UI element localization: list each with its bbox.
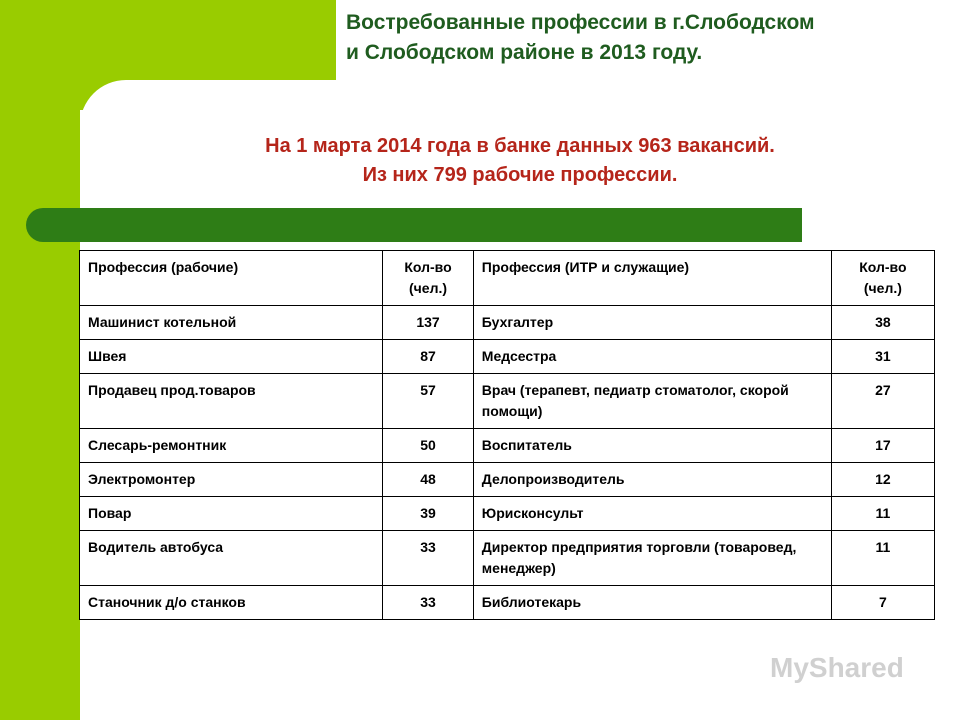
office-count-cell: 27 bbox=[831, 374, 934, 429]
office-profession-cell: Врач (терапевт, педиатр стоматолог, скорой помощи) bbox=[473, 374, 831, 429]
office-profession-cell: Медсестра bbox=[473, 340, 831, 374]
office-count-cell: 11 bbox=[831, 531, 934, 586]
worker-count-cell: 137 bbox=[383, 306, 474, 340]
divider-bar bbox=[26, 208, 802, 242]
table-row bbox=[80, 374, 935, 429]
table-header-row bbox=[80, 251, 935, 306]
slide-subtitle-line-1: На 1 марта 2014 года в банке данных 963 вакансий. bbox=[265, 135, 775, 157]
office-profession-cell: Делопроизводитель bbox=[473, 463, 831, 497]
worker-count-cell: 87 bbox=[383, 340, 474, 374]
header-worker-count: Кол-во (чел.) bbox=[383, 251, 474, 306]
office-profession-cell: Юрисконсульт bbox=[473, 497, 831, 531]
worker-count-cell: 39 bbox=[383, 497, 474, 531]
worker-count-cell: 33 bbox=[383, 586, 474, 620]
office-profession-cell: Библиотекарь bbox=[473, 586, 831, 620]
professions-table bbox=[79, 250, 935, 620]
table-row bbox=[80, 463, 935, 497]
slide-title bbox=[346, 8, 815, 68]
worker-count-cell: 48 bbox=[383, 463, 474, 497]
table-row bbox=[80, 586, 935, 620]
office-count-cell: 11 bbox=[831, 497, 934, 531]
office-count-cell: 38 bbox=[831, 306, 934, 340]
worker-profession-cell: Швея bbox=[80, 340, 383, 374]
header-office-count: Кол-во (чел.) bbox=[831, 251, 934, 306]
office-count-cell: 17 bbox=[831, 429, 934, 463]
worker-profession-cell: Повар bbox=[80, 497, 383, 531]
worker-profession-cell: Электромонтер bbox=[80, 463, 383, 497]
worker-profession-cell: Продавец прод.товаров bbox=[80, 374, 383, 429]
worker-profession-cell: Водитель автобуса bbox=[80, 531, 383, 586]
worker-profession-cell: Станочник д/о станков bbox=[80, 586, 383, 620]
office-count-cell: 7 bbox=[831, 586, 934, 620]
worker-count-cell: 50 bbox=[383, 429, 474, 463]
office-profession-cell: Директор предприятия торговли (товаровед, менеджер) bbox=[473, 531, 831, 586]
office-count-cell: 31 bbox=[831, 340, 934, 374]
table-row bbox=[80, 497, 935, 531]
slide-subtitle-line-2: Из них 799 рабочие профессии. bbox=[362, 164, 678, 186]
table-row bbox=[80, 306, 935, 340]
table-row bbox=[80, 531, 935, 586]
worker-count-cell: 33 bbox=[383, 531, 474, 586]
office-profession-cell: Воспитатель bbox=[473, 429, 831, 463]
table-row bbox=[80, 340, 935, 374]
worker-profession-cell: Машинист котельной bbox=[80, 306, 383, 340]
worker-profession-cell: Слесарь-ремонтник bbox=[80, 429, 383, 463]
office-count-cell: 12 bbox=[831, 463, 934, 497]
header-worker-profession: Профессия (рабочие) bbox=[80, 251, 383, 306]
watermark-logo: MyShared bbox=[770, 652, 904, 683]
table-row bbox=[80, 429, 935, 463]
slide-title-line-1: Востребованные профессии в г.Слободском bbox=[346, 11, 815, 34]
office-profession-cell: Бухгалтер bbox=[473, 306, 831, 340]
header-office-profession: Профессия (ИТР и служащие) bbox=[473, 251, 831, 306]
worker-count-cell: 57 bbox=[383, 374, 474, 429]
slide-subtitle bbox=[80, 132, 960, 190]
slide-title-line-2: и Слободском районе в 2013 году. bbox=[346, 41, 703, 64]
